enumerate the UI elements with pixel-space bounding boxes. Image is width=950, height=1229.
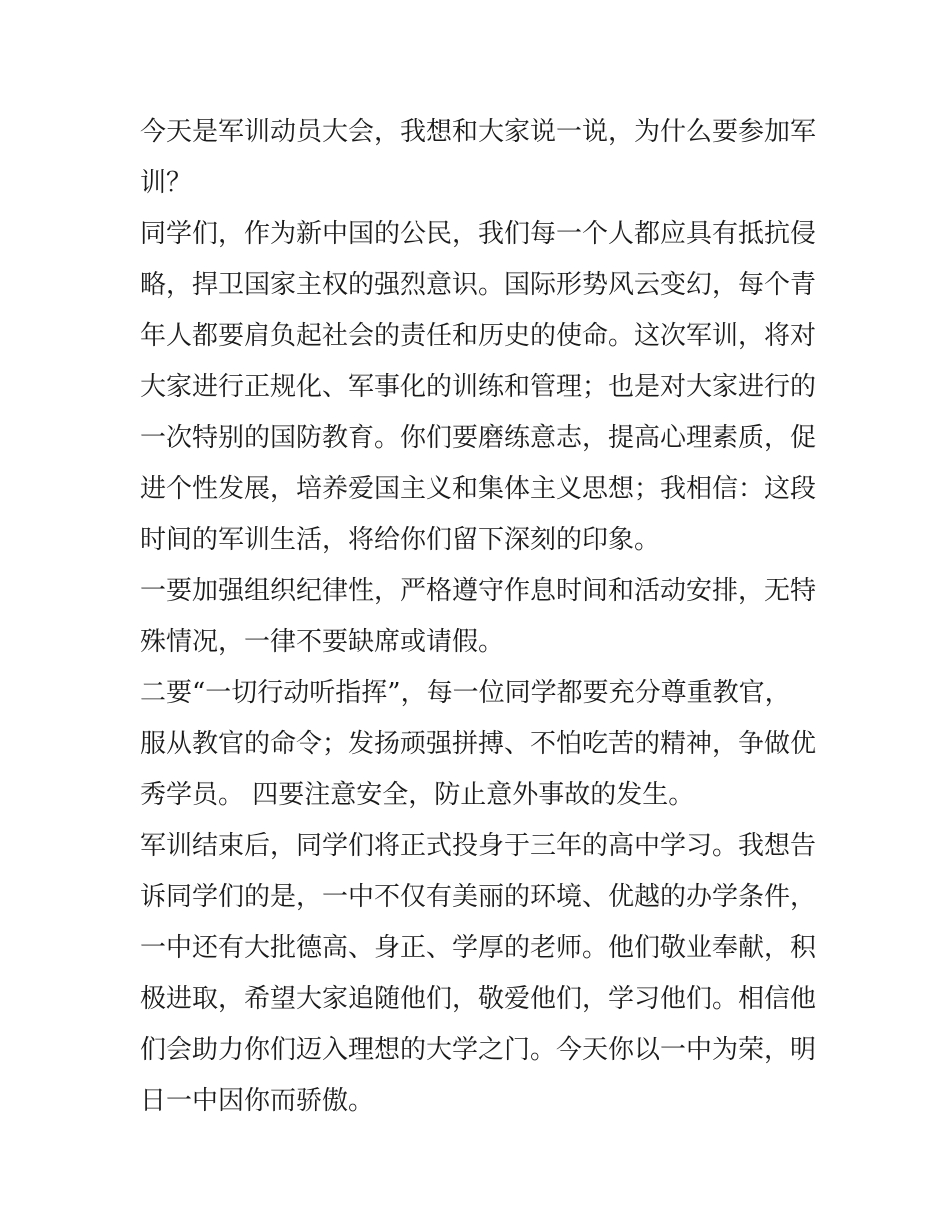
paragraph-requirement-two: 二要“一切行动听指挥”，每一位同学都要充分尊重教官，服从教官的命令；发扬顽强拼搏、不怕吃苦的精神，争做优秀学员。 四要注意安全，防止意外事故的发生。	[140, 678, 817, 810]
paragraph-requirement-one: 一要加强组织纪律性，严格遵守作息时间和活动安排，无特殊情况，一律不要缺席或请假。	[140, 576, 817, 657]
paragraph-national-defense: 同学们，作为新中国的公民，我们每一个人都应具有抵抗侵略，捍卫国家主权的强烈意识。国际形势风云变幻，每个青年人都要肩负起社会的责任和历史的使命。这次军训，将对大家进行正规化、军事化的训练和管理；也是对大家进行的一次特别的国防教育。你们要磨练意志，提高心理素质，促进个性发展，培养爱国主义和集体主义思想；我相信：这段时间的军训生活，将给你们留下深刻的印象。	[140, 219, 817, 555]
paragraph-opening: 今天是军训动员大会，我想和大家说一说，为什么要参加军训？	[140, 117, 817, 198]
paragraph-closing: 军训结束后，同学们将正式投身于三年的高中学习。我想告诉同学们的是，一中不仅有美丽的环境、优越的办学条件，一中还有大批德高、身正、学厚的老师。他们敬业奉献，积极进取，希望大家追随他们，敬爱他们，学习他们。相信他们会助力你们迈入理想的大学之门。今天你以一中为荣，明日一中因你而骄傲。	[140, 831, 817, 1116]
document-body	[140, 107, 816, 1127]
